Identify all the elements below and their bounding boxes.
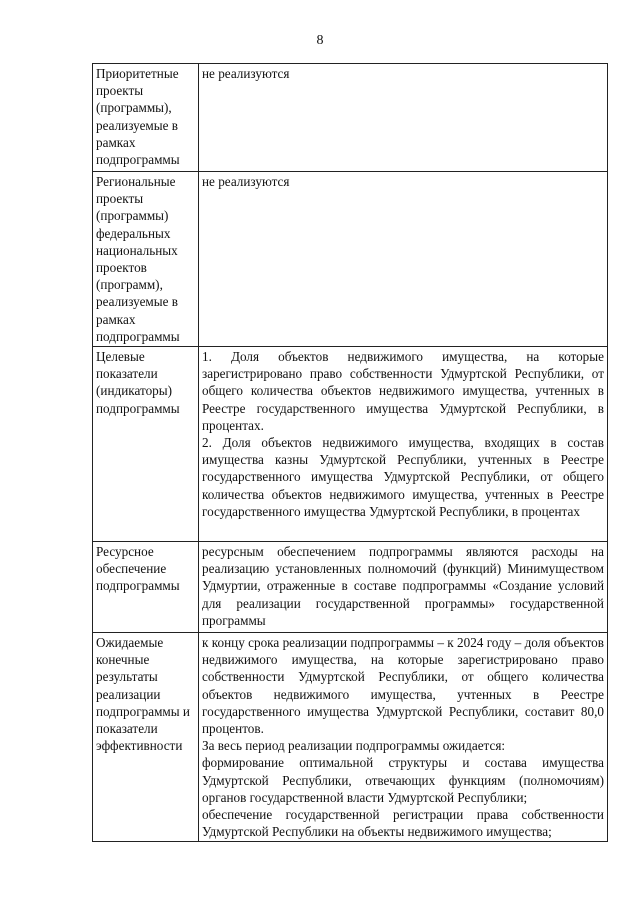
paragraph: формирование оптимальной структуры и состава имущества Удмуртской Республики, отвечающих функциям (полномочиям) органов государственной власти Удмуртской Республики;: [202, 755, 604, 805]
row-label: Ожидаемые конечные результаты реализации подпрограммы и показатели эффективности: [93, 633, 199, 842]
row-value: [199, 347, 608, 542]
table-row-expected-results: [93, 633, 608, 842]
paragraph: не реализуются: [202, 66, 290, 81]
row-value: [199, 64, 608, 172]
row-value: [199, 633, 608, 842]
subprogram-passport-table: [92, 63, 608, 842]
row-label: Ресурсное обеспечение подпрограммы: [93, 542, 199, 633]
row-label: Целевые показатели (индикаторы) подпрограммы: [93, 347, 199, 542]
paragraph: обеспечение государственной регистрации права собственности Удмуртской Республики на объекты недвижимого имущества;: [202, 807, 604, 840]
table-row-target-indicators: [93, 347, 608, 542]
row-value: [199, 172, 608, 347]
row-label: Региональные проекты (программы) федеральных национальных проектов (программ), реализуемые в рамках подпрограммы: [93, 172, 199, 347]
row-label: Приоритетные проекты (программы), реализуемые в рамках подпрограммы: [93, 64, 199, 172]
paragraph: к концу срока реализации подпрограммы – к 2024 году – доля объектов недвижимого имущества, на которые зарегистрировано право собственности Удмуртской Республики, от общего количества объектов недвижимого имущества, учтенных в Реестре государственного имущества Удмуртской Республики, составит 80,0 процентов.: [202, 635, 604, 737]
paragraph: За весь период реализации подпрограммы ожидается:: [202, 738, 506, 754]
page-number: 8: [316, 33, 324, 48]
table-row-resources: [93, 542, 608, 633]
paragraph: не реализуются: [202, 174, 290, 189]
paragraph: ресурсным обеспечением подпрограммы являются расходы на реализацию установленных полномочий (функций) Минимуществом Удмуртии, отраженные в составе подпрограммы «Создание условий для реализации государственной программы» государственной программы: [202, 544, 604, 628]
table-row-regional-projects: [93, 172, 608, 347]
paragraph: 2. Доля объектов недвижимого имущества, входящих в состав имущества казны Удмуртской Республики, учтенных в Реестре государственного имущества Удмуртской Республики, от общего количества объектов недвижимого имущества, учтенных в Реестре государственного имущества Удмуртской Республики, в процентах: [202, 435, 604, 519]
row-value: [199, 542, 608, 633]
paragraph: 1. Доля объектов недвижимого имущества, на которые зарегистрировано право собственности Удмуртской Республики, от общего количества объектов недвижимого имущества, учтенных в Реестре государственного имущества Удмуртской Республики, в процентах.: [202, 349, 604, 433]
table-row-priority-projects: [93, 64, 608, 172]
